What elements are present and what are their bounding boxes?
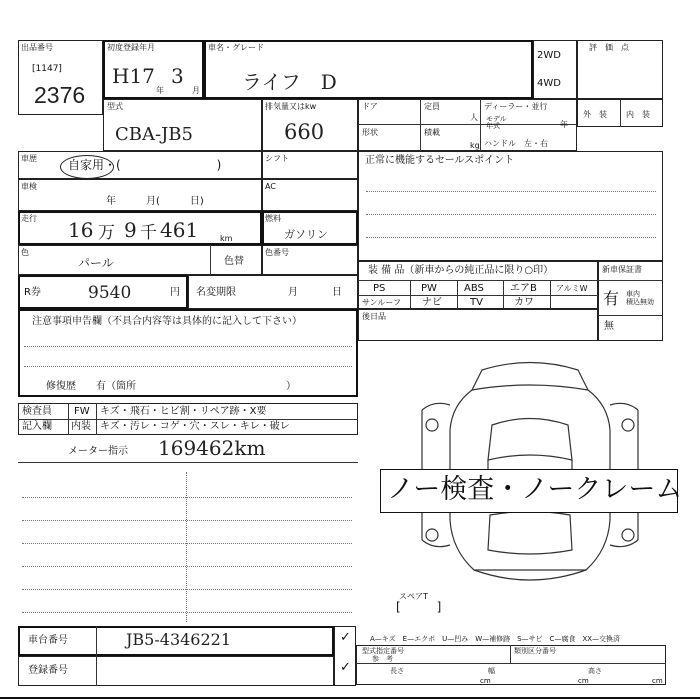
score-exterior: 外 装 <box>583 110 607 119</box>
displacement-value: 660 <box>284 120 325 144</box>
capacity-unit: 人 <box>470 113 478 122</box>
width-unit: cm <box>578 677 589 685</box>
inspection-label: 車検 <box>21 182 37 191</box>
spare-label: スペアT <box>399 592 428 601</box>
drive-4wd: 4WD <box>537 78 561 89</box>
check-mark-icon-2: ✓ <box>340 660 351 675</box>
rear-date-label: 後日品 <box>362 312 386 321</box>
mileage-sen-unit: 千 <box>140 223 157 243</box>
warranty-yes: 有 <box>603 289 620 308</box>
model-year-label: モデル 年式 <box>486 115 507 130</box>
ref-label: 参 考 <box>372 655 393 663</box>
mileage-man: 16 <box>68 218 94 242</box>
load-label: 積載 <box>424 128 440 137</box>
width-label: 幅 <box>488 667 495 675</box>
ac-box <box>262 179 358 211</box>
fuel-label: 燃料 <box>265 214 281 223</box>
meter-value: 169462km <box>158 436 266 460</box>
shift-label: シフト <box>265 154 289 163</box>
equip-airbag: エアB <box>510 283 537 294</box>
year-unit: 年 <box>156 86 164 95</box>
score-interior: 内 装 <box>626 110 650 119</box>
load-unit: kg <box>470 141 480 150</box>
class-label: 類別区分番号 <box>514 647 556 655</box>
model-value: CBA-JB5 <box>115 124 193 145</box>
equipment-label: 装 備 品（新車からの純正品に限り○印） <box>368 265 554 276</box>
inspector-int-items: キズ・汚レ・コゲ・穴・スレ・キレ・破レ <box>100 421 290 432</box>
inspector-label-1: 検査員 <box>22 406 52 417</box>
equip-sunroof: サンルーフ <box>362 298 401 307</box>
drive-2wd: 2WD <box>537 50 561 61</box>
ac-label: AC <box>265 182 276 191</box>
height-unit: cm <box>652 677 663 685</box>
model-year-unit: 年 <box>560 120 568 129</box>
inspector-int: 内装 <box>71 421 91 432</box>
mileage-sen: 9 <box>124 218 137 242</box>
history-value: 自家用・( ) <box>68 158 222 172</box>
notes-repair: 修復歴 有（箇所 ） <box>46 381 296 392</box>
name-change-day: 日 <box>332 287 342 298</box>
sales-points-label: 正常に機能するセールスポイント <box>365 155 515 166</box>
history-label: 車歴 <box>21 154 37 163</box>
equip-ps: PS <box>373 283 386 294</box>
spec-label: 型式指定番号 <box>362 647 404 655</box>
inspector-label-2: 記入欄 <box>22 421 52 432</box>
name-change-label: 名変期限 <box>196 287 236 298</box>
rear-date-box <box>358 309 598 341</box>
shape-label: 形状 <box>362 128 378 137</box>
equip-navi: ナビ <box>422 297 442 308</box>
mileage-label: 走行 <box>21 214 37 223</box>
equip-abs: ABS <box>464 283 484 294</box>
registration-label: 登録番号 <box>28 665 68 676</box>
first-reg-label: 初度登録年月 <box>107 43 155 52</box>
color-change-label: 色替 <box>224 256 244 267</box>
damage-legend: A—キズ E—エクボ U—凹み W—補修跡 S—サビ C—腐食 XX—交換済 <box>370 635 621 643</box>
first-reg-month: 3 <box>171 64 184 88</box>
score-label: 評 価 点 <box>589 43 629 52</box>
warranty-yes-note: 車内 積込無効 <box>626 290 654 306</box>
name-change-month: 月 <box>288 287 298 298</box>
door-label: ドア <box>362 102 378 111</box>
notes-label: 注意事項申告欄（不具合内容等は具体的に記入して下さい） <box>32 316 302 327</box>
height-label: 高さ <box>588 667 602 675</box>
first-reg-year: H17 <box>112 64 155 88</box>
chassis-value: JB5-4346221 <box>126 630 232 649</box>
drive-box <box>533 40 577 99</box>
equip-tv: TV <box>470 297 483 308</box>
warranty-no: 無 <box>604 321 614 332</box>
color-label: 色 <box>21 248 29 257</box>
inspection-value: 年 月( 日) <box>106 196 204 207</box>
chassis-label: 車台番号 <box>28 635 68 646</box>
lot-code: [1147] <box>32 64 62 74</box>
length-label: 長さ <box>390 667 404 675</box>
mileage-rest: 461 <box>160 218 199 242</box>
mileage-km: km <box>220 234 233 243</box>
displacement-label: 排気量又はkw <box>265 102 317 111</box>
no-claim-stamp-text: ノー検査・ノークレーム <box>387 474 683 505</box>
dealer-label: ディーラー・並行 <box>484 102 548 111</box>
handle-label: ハンドル 左・右 <box>484 139 548 148</box>
equip-leather: カワ <box>514 297 534 308</box>
color-no-label: 色番号 <box>265 248 289 257</box>
inspector-fw-items: キズ・飛石・ヒビ割・リペア跡・X要 <box>100 406 267 417</box>
car-name-value: ライフ D <box>242 70 337 94</box>
color-value: パール <box>78 256 114 270</box>
car-name-label: 車名・グレード <box>208 43 264 52</box>
lot-number: 2376 <box>34 82 86 108</box>
lot-label: 出品番号 <box>21 43 53 52</box>
spare-brackets: [ ] <box>396 600 442 614</box>
recycle-value: 9540 <box>88 283 132 303</box>
equip-alloy: アルミW <box>556 284 588 293</box>
equip-pw: PW <box>421 283 437 294</box>
month-unit: 月 <box>192 86 200 95</box>
check-mark-icon: ✓ <box>340 630 351 645</box>
history-circle <box>60 155 114 179</box>
model-label: 型式 <box>107 102 123 111</box>
mileage-man-unit: 万 <box>98 223 115 243</box>
recycle-unit: 円 <box>170 287 180 298</box>
recycle-label: R券 <box>24 287 41 298</box>
inspector-fw: FW <box>74 406 90 417</box>
warranty-label: 新車保証書 <box>602 265 642 274</box>
length-unit: cm <box>480 677 491 685</box>
meter-label: メーター指示 <box>68 446 128 457</box>
sales-points-box <box>358 151 663 261</box>
capacity-label: 定員 <box>424 102 440 111</box>
fuel-value: ガソリン <box>284 228 328 241</box>
